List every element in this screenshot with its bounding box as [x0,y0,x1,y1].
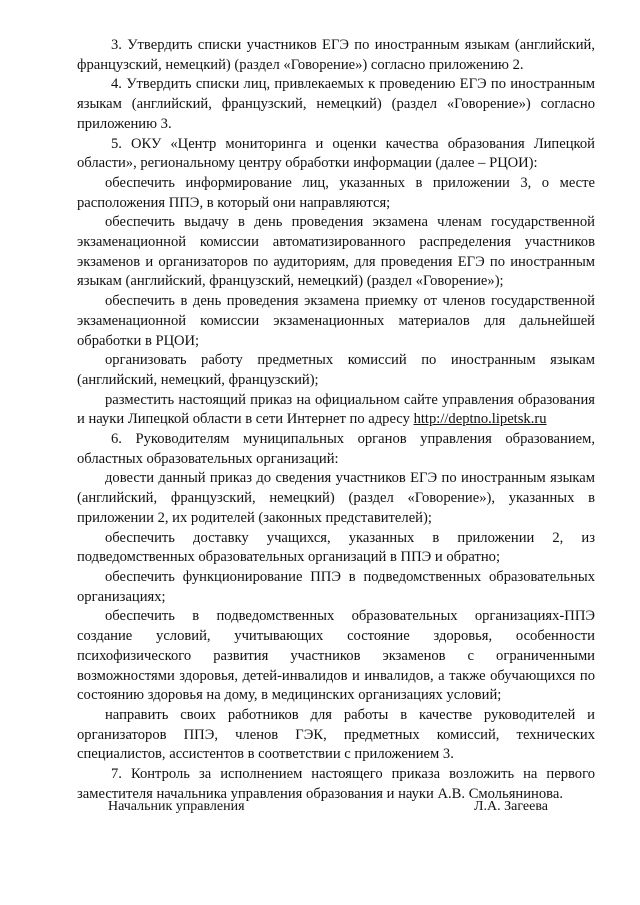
paragraph-5-item-acceptance: обеспечить в день проведения экзамена приемку от членов государственной экзаменационной комиссии экзаменационных материалов для дальнейшей обработки в РЦОИ; [77,293,595,349]
paragraph-4: 4. Утвердить списки лиц, привлекаемых к проведению ЕГЭ по иностранным языкам (английский, французский, немецкий) (раздел «Говорение») согласно приложению 3. [77,76,595,132]
paragraph-6: 6. Руководителям муниципальных органов управления образованием, областных образовательных организаций: [77,431,595,467]
paragraph-6-item-staff: направить своих работников для работы в качестве руководителей и организаторов ППЭ, членов ГЭК, предметных комиссий, технических специалистов, ассистентов в соответствии с приложением 3. [77,706,595,763]
paragraph-5-item-distribution: обеспечить выдачу в день проведения экзамена членам государственной экзаменационной комиссии автоматизированного распределения участников экзаменов и организаторов по аудиториям, для проведения ЕГЭ по иностранным языкам (английский, французский, немецкий) (раздел «Говорение»); [77,214,595,290]
paragraph-5: 5. ОКУ «Центр мониторинга и оценки качества образования Липецкой области», региональному центру обработки информации (далее – РЦОИ): [77,135,595,172]
paragraph-6-item-inform: довести данный приказ до сведения участников ЕГЭ по иностранным языкам (английский, французский, немецкий) (раздел «Говорение»), указанных в приложении 2, их родителей (законных представителей); [77,470,595,526]
document-body [77,36,595,804]
paragraph-6-item-conditions: обеспечить в подведомственных образовательных организациях-ППЭ создание условий, учитывающих состояние здоровья, особенности психофизического развития участников экзаменов с ограниченными возможностями здоровья, детей-инвалидов и инвалидов, а также обучающихся по состоянию здоровья на дому, в медицинских организациях условий; [77,608,595,704]
paragraph-7: 7. Контроль за исполнением настоящего приказа возложить на первого заместителя начальника управления образования и науки А.В. Смольянинова. [77,766,595,802]
paragraph-3: 3. Утвердить списки участников ЕГЭ по иностранным языкам (английский, французский, немецкий) (раздел «Говорение») согласно приложению 2. [77,37,595,73]
signature-title: Начальник управления [108,799,245,814]
paragraph-5-item-commissions: организовать работу предметных комиссий по иностранным языкам (английский, немецкий, французский); [77,352,595,388]
website-link[interactable]: http://deptno.lipetsk.ru [413,411,547,428]
paragraph-5-item-publish-text: разместить настоящий приказ на официальном сайте управления образования и науки Липецкой области в сети Интернет по адресу [77,391,595,428]
paragraph-5-item-inform: обеспечить информирование лиц, указанных в приложении 3, о месте расположения ППЭ, в который они направляются; [77,174,595,211]
paragraph-5-item-publish [77,391,595,430]
paragraph-6-item-delivery: обеспечить доставку учащихся, указанных в приложении 2, из подведомственных образовательных организаций в ППЭ и обратно; [77,529,595,566]
signature-name: Л.А. Загеева [474,799,548,814]
paragraph-6-item-operation: обеспечить функционирование ППЭ в подведомственных образовательных организациях; [77,568,595,605]
